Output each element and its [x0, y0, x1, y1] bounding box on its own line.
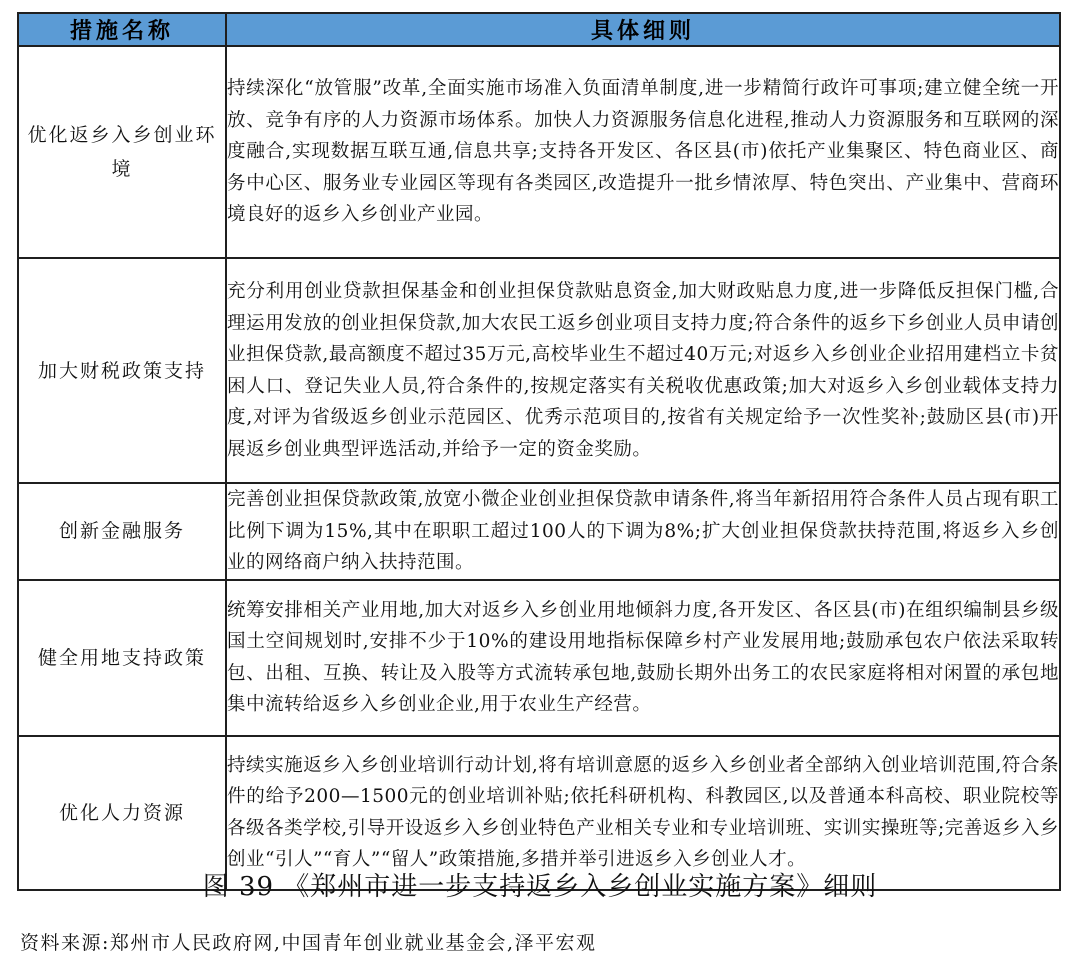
table-row: [18, 580, 1060, 736]
measure-detail-cell: 统筹安排相关产业用地,加大对返乡入乡创业用地倾斜力度,各开发区、各区县(市)在组织编制县乡级国土空间规划时,安排不少于10%的建设用地指标保障乡村产业发展用地;鼓励承包农户依法采取转包、出租、互换、转让及入股等方式流转承包地,鼓励长期外出务工的农民家庭将相对闲置的承包地集中流转给返乡入乡创业企业,用于农业生产经营。: [226, 580, 1060, 736]
measure-name-cell: 创新金融服务: [18, 483, 226, 580]
header-measure-name: 措施名称: [18, 13, 226, 46]
measure-name-cell: 健全用地支持政策: [18, 580, 226, 736]
table-row: [18, 258, 1060, 483]
measure-name-cell: 加大财税政策支持: [18, 258, 226, 483]
measure-detail-cell: 持续深化“放管服”改革,全面实施市场准入负面清单制度,进一步精简行政许可事项;建立健全统一开放、竞争有序的人力资源市场体系。加快人力资源服务信息化进程,推动人力资源服务和互联网的深度融合,实现数据互联互通,信息共享;支持各开发区、各区县(市)依托产业集聚区、特色商业区、商务中心区、服务业专业园区等现有各类园区,改造提升一批乡情浓厚、特色突出、产业集中、营商环境良好的返乡入乡创业产业园。: [226, 46, 1060, 258]
measure-name-cell: 优化返乡入乡创业环境: [18, 46, 226, 258]
measure-detail-cell: 持续实施返乡入乡创业培训行动计划,将有培训意愿的返乡入乡创业者全部纳入创业培训范围,符合条件的给予200—1500元的创业培训补贴;依托科研机构、科教园区,以及普通本科高校、职业院校等各级各类学校,引导开设返乡入乡创业特色产业相关专业和专业培训班、实训实操班等;完善返乡入乡创业“引人”“育人”“留人”政策措施,多措并举引进返乡入乡创业人才。: [226, 736, 1060, 890]
table-row: [18, 483, 1060, 580]
policy-table-container: [17, 12, 1061, 891]
measure-detail-cell: 充分利用创业贷款担保基金和创业担保贷款贴息资金,加大财政贴息力度,进一步降低反担保门槛,合理运用发放的创业担保贷款,加大农民工返乡创业项目支持力度;符合条件的返乡下乡创业人员申请创业担保贷款,最高额度不超过35万元,高校毕业生不超过40万元;对返乡入乡创业企业招用建档立卡贫困人口、登记失业人员,符合条件的,按规定落实有关税收优惠政策;加大对返乡入乡创业载体支持力度,对评为省级返乡创业示范园区、优秀示范项目的,按省有关规定给予一次性奖补;鼓励区县(市)开展返乡创业典型评选活动,并给予一定的资金奖励。: [226, 258, 1060, 483]
table-row: [18, 46, 1060, 258]
table-header-row: [18, 13, 1060, 46]
figure-caption: 图 39 《郑州市进一步支持返乡入乡创业实施方案》细则: [202, 872, 878, 902]
source-note: 资料来源:郑州市人民政府网,中国青年创业就业基金会,泽平宏观: [20, 932, 597, 954]
header-details: 具体细则: [226, 13, 1060, 46]
policy-table: [17, 12, 1061, 891]
measure-detail-cell: 完善创业担保贷款政策,放宽小微企业创业担保贷款申请条件,将当年新招用符合条件人员占现有职工比例下调为15%,其中在职职工超过100人的下调为8%;扩大创业担保贷款扶持范围,将返乡入乡创业的网络商户纳入扶持范围。: [226, 483, 1060, 580]
measure-name-cell: 优化人力资源: [18, 736, 226, 890]
